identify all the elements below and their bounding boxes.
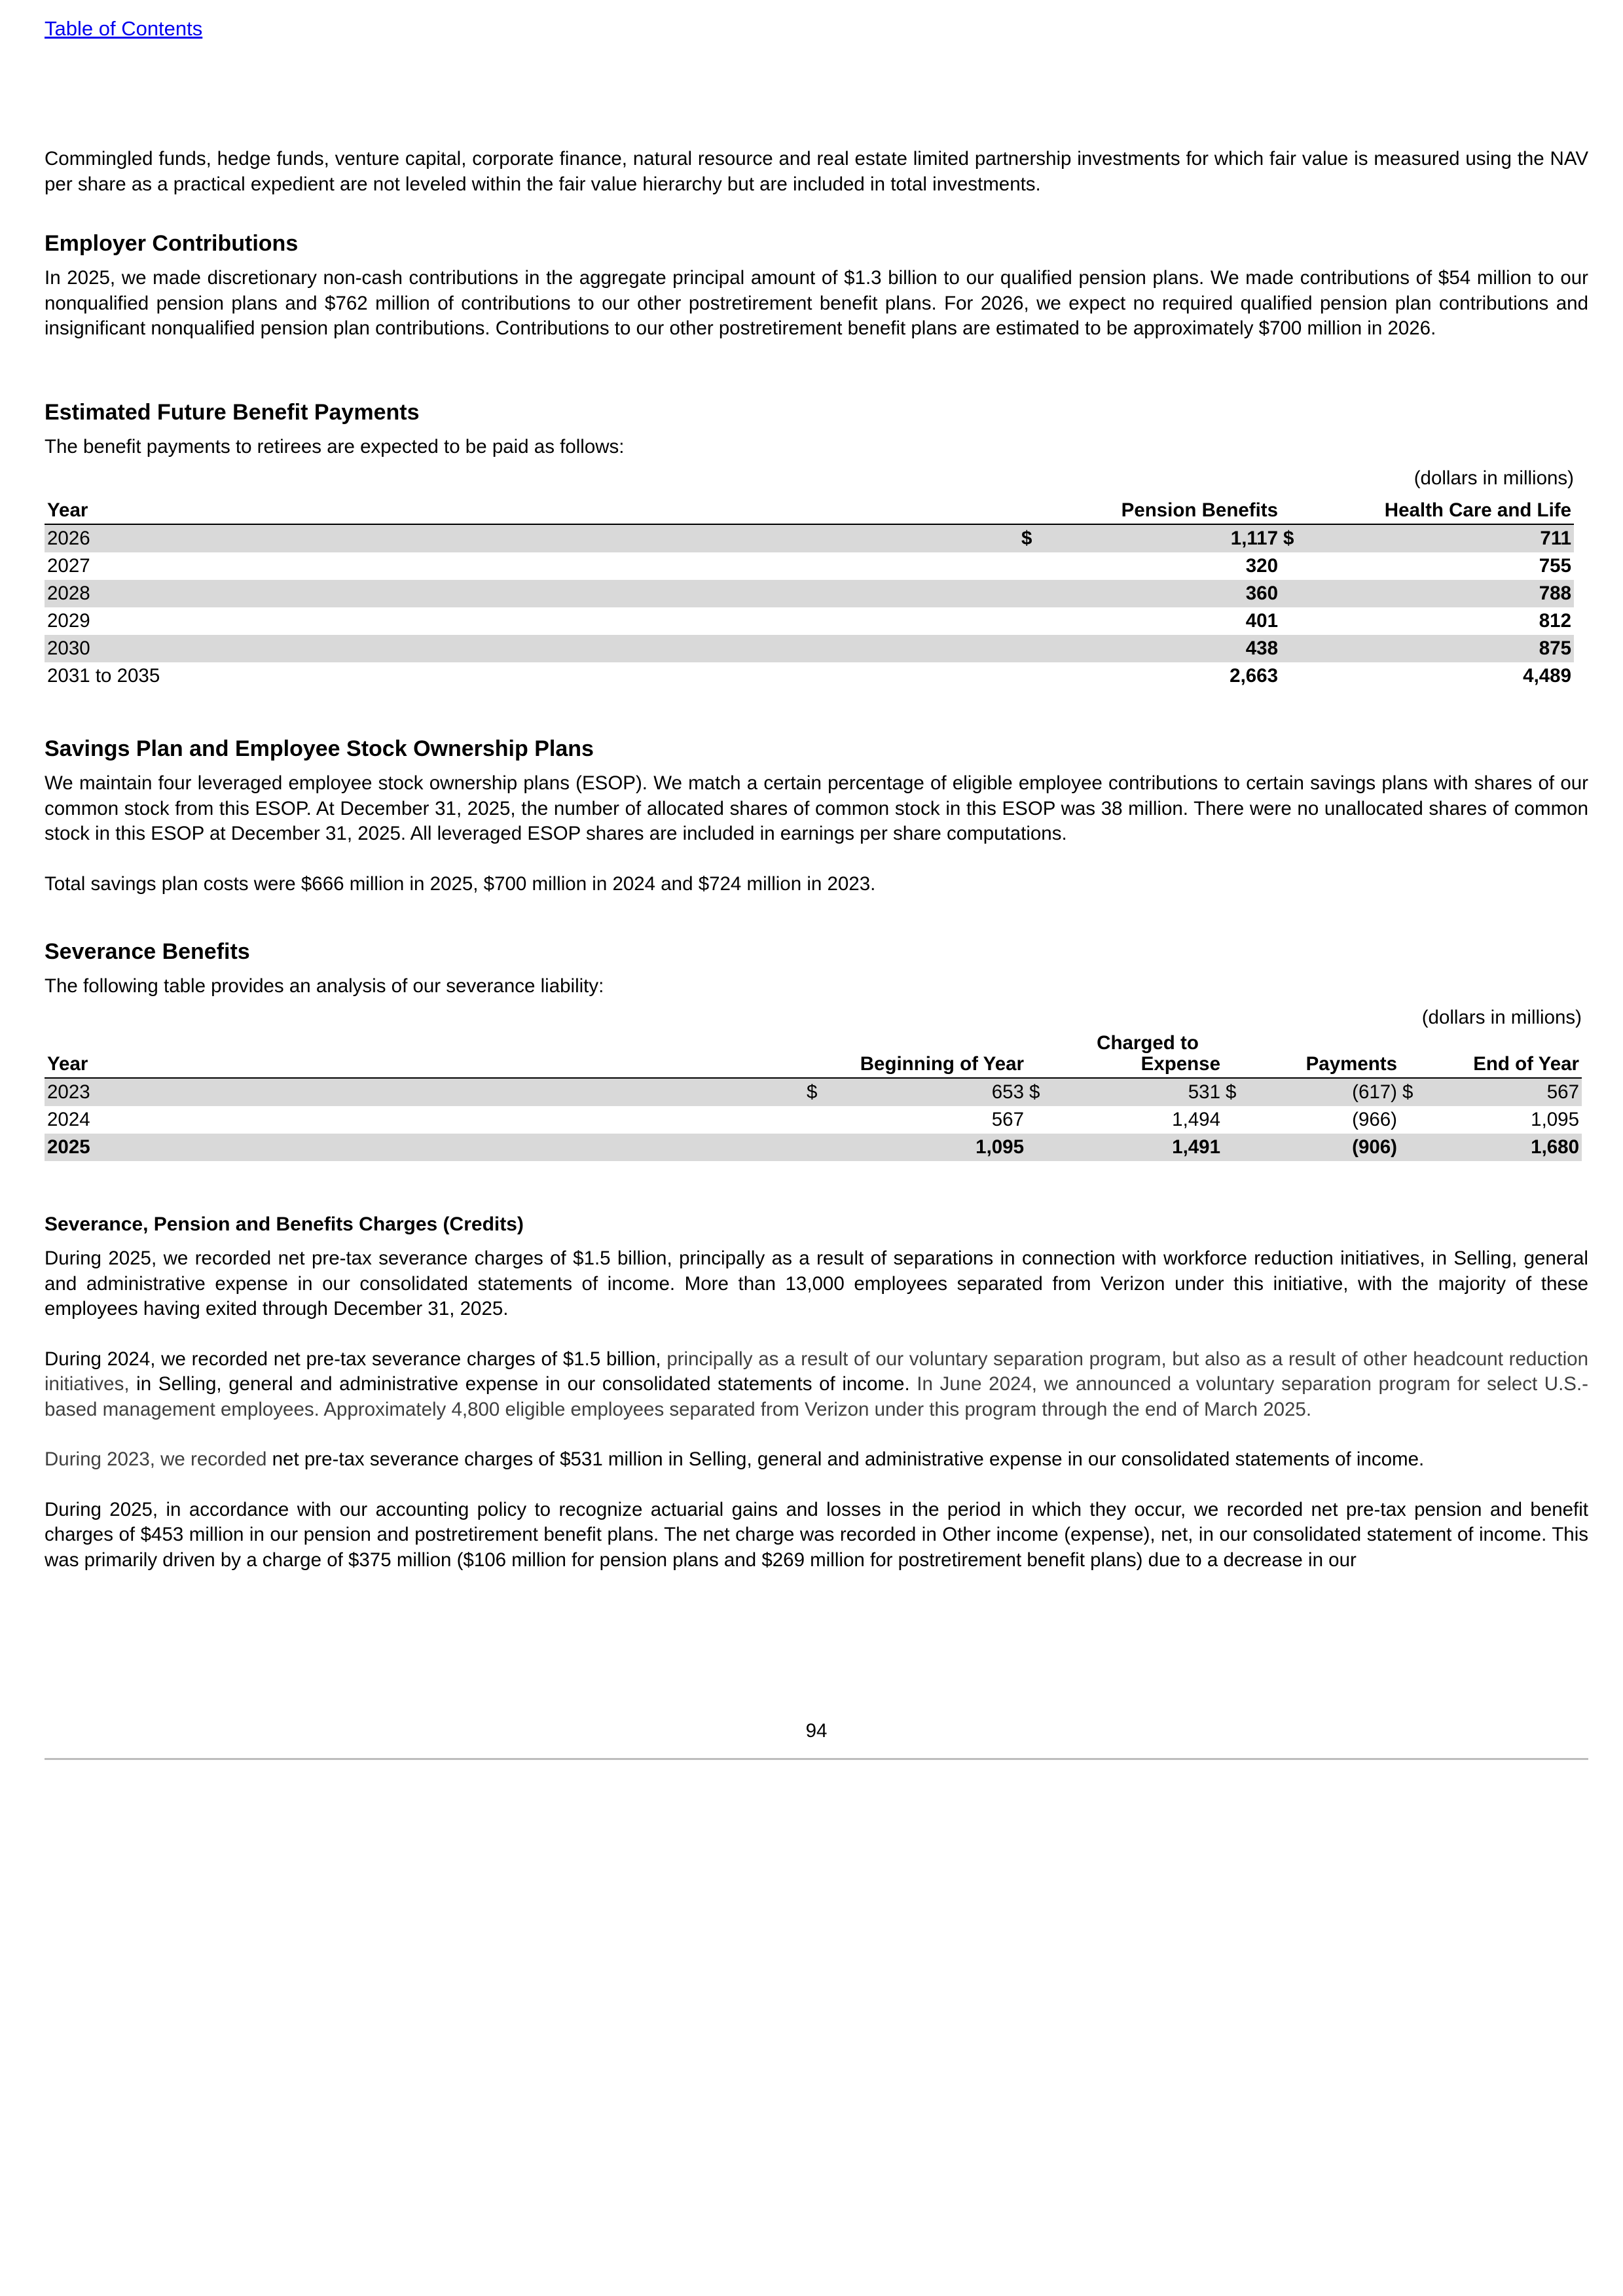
employer-contributions-heading: Employer Contributions [45, 231, 299, 256]
employer-contributions-section [45, 230, 1588, 342]
table-row: 2031 to 2035 2,663 4,489 [47, 665, 1571, 687]
table-row: 2023 $ 653 $ 531 $ (617) $ 567 [45, 1078, 1582, 1106]
footer-divider [45, 1758, 1588, 1760]
savings-plan-costs: Total savings plan costs were $666 million in 2025, $700 million in 2024 and $724 million in 2023. [45, 872, 876, 895]
charges-heading: Severance, Pension and Benefits Charges (Credits) [45, 1213, 524, 1235]
table-header-row [45, 493, 1574, 524]
employer-contributions-text: In 2025, we made discretionary non-cash contributions in the aggregate principal amount of $1.3 billion to our qualified pension plans. We made contributions of $54 million to our nonqualified pension plans and $762 million of contributions to our other postretirement benefit plans. For 2026, we expect no required qualified pension plan contributions and insignificant nonqualified pension plan contributions. Contributions to our other postretirement benefit plans are estimated to be approximately $700 million in 2026. [45, 267, 1588, 339]
table-row: 2027 320 755 [47, 555, 1571, 577]
savings-plan-section [45, 736, 1588, 897]
charges-paragraph-pension: During 2025, in accordance with our accounting policy to recognize actuarial gains and losses in the period in which they occur, we recorded net pre-tax pension and benefit charges of $453 million in our pension and postretirement benefit plans. The net charge was recorded in Other income (expense), net, in our consolidated statement of income. This was primarily driven by a charge of $375 million ($106 million for pension plans and $269 million for postretirement benefit plans) due to a decrease in our [45, 1498, 1588, 1571]
column-header-health: Health Care and Life [1300, 493, 1574, 524]
charges-paragraph-2025: During 2025, we recorded net pre-tax severance charges of $1.5 billion, principally as a result of separations in connection with workforce reduction initiatives, in Selling, general and administrative expense in our consolidated statements of income. More than 13,000 employees separated from Verizon under this initiative, with the majority of these employees having exited through December 31, 2025. [45, 1247, 1588, 1319]
future-payments-heading: Estimated Future Benefit Payments [45, 400, 420, 425]
intro-text: Commingled funds, hedge funds, venture capital, corporate finance, natural resource and real estate limited partnership investments for which fair value is measured using the NAV per share as a practical expedient are not leveled within the fair value hierarchy but are included in total investments. [45, 148, 1588, 195]
severance-section [45, 939, 1588, 999]
charges-paragraph-2023: During 2023, we recorded net pre-tax severance charges of $531 million in Selling, general and administrative expense in our consolidated statements of income. [45, 1448, 1425, 1470]
charges-section [45, 1212, 1588, 1573]
severance-intro: The following table provides an analysis of our severance liability: [45, 975, 604, 997]
savings-plan-text: We maintain four leveraged employee stock ownership plans (ESOP). We match a certain percentage of eligible employee contributions to certain savings plans with shares of our common stock from this ESOP. At December 31, 2025, the number of allocated shares of common stock in this ESOP was 38 million. There were no unallocated shares of common stock in this ESOP at December 31, 2025. All leveraged ESOP shares are included in earnings per share computations. [45, 772, 1588, 844]
column-header-payments: Payments [1243, 1033, 1400, 1078]
future-payments-section [45, 399, 1588, 460]
table-row: 2026 $ 1,117 $ 711 [45, 524, 1574, 552]
column-header-beginning: Beginning of Year [824, 1033, 1027, 1078]
charges-paragraph-2024: During 2024, we recorded net pre-tax severance charges of $1.5 billion, principally as a result of our voluntary separation program, but also as a result of other headcount reduction initiatives, in Selling, general and administrative expense in our consolidated statements of income. In June 2024, we announced a voluntary separation program for select U.S.-based management employees. Approximately 4,800 eligible employees separated from Verizon under this program through the end of March 2025. [45, 1348, 1588, 1420]
table-row: 2024 567 1,494 (966) 1,095 [47, 1109, 1579, 1130]
severance-heading: Severance Benefits [45, 939, 250, 964]
savings-plan-heading: Savings Plan and Employee Stock Ownership Plans [45, 736, 594, 761]
column-header-end: End of Year [1419, 1033, 1582, 1078]
future-payments-units: (dollars in millions) [1413, 467, 1574, 489]
table-row: 2029 401 812 [47, 610, 1571, 632]
page-number: 94 [805, 1720, 828, 1742]
severance-units: (dollars in millions) [1421, 1007, 1582, 1028]
table-row: 2025 1,095 1,491 (906) 1,680 [45, 1134, 1582, 1161]
column-header-charged: Charged to Expense [1046, 1033, 1223, 1078]
intro-paragraph [45, 147, 1588, 197]
future-payments-intro: The benefit payments to retirees are expected to be paid as follows: [45, 436, 625, 457]
column-header-pension: Pension Benefits [1038, 493, 1281, 524]
column-header-year: Year [45, 493, 1019, 524]
table-header-row [45, 1033, 1582, 1078]
future-payments-table [45, 493, 1574, 690]
table-row: 2030 438 875 [45, 635, 1574, 662]
severance-table [45, 1033, 1582, 1161]
table-of-contents-link[interactable]: Table of Contents [45, 17, 203, 40]
column-header-year: Year [45, 1033, 804, 1078]
table-row: 2028 360 788 [45, 580, 1574, 607]
